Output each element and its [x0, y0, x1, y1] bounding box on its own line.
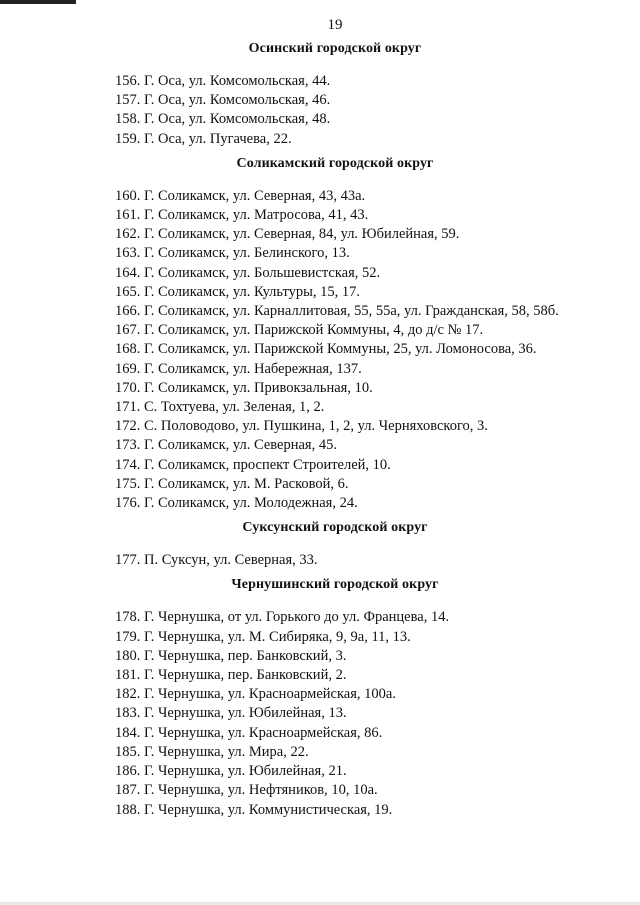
list-item: 179. Г. Чернушка, ул. М. Сибиряка, 9, 9а, 11, 13. [115, 628, 411, 645]
list-item: 172. С. Половодово, ул. Пушкина, 1, 2, ул. Черняховского, 3. [115, 418, 488, 435]
page-number: 19 [327, 17, 343, 33]
list-item: 180. Г. Чернушка, пер. Банковский, 3. [115, 647, 347, 664]
list-item: 186. Г. Чернушка, ул. Юбилейная, 21. [115, 763, 347, 780]
list-item: 161. Г. Соликамск, ул. Матросова, 41, 43. [115, 207, 369, 224]
list-item: 159. Г. Оса, ул. Пугачева, 22. [115, 130, 292, 147]
list-item: 187. Г. Чернушка, ул. Нефтяников, 10, 10а. [115, 782, 378, 799]
list-item: 174. Г. Соликамск, проспект Строителей, 10. [115, 456, 391, 473]
list-item: 163. Г. Соликамск, ул. Белинского, 13. [115, 245, 350, 262]
list-item: 156. Г. Оса, ул. Комсомольская, 44. [115, 73, 331, 89]
section-solikamsk [115, 155, 625, 513]
document-body [115, 40, 625, 826]
list-item: 162. Г. Соликамск, ул. Северная, 84, ул. Юбилейная, 59. [115, 226, 460, 243]
list-item: 170. Г. Соликамск, ул. Привокзальная, 10. [115, 379, 373, 396]
section-chernushka [115, 576, 625, 819]
section-heading: Соликамский городской округ [236, 155, 434, 171]
list-item: 175. Г. Соликамск, ул. М. Расковой, 6. [115, 475, 349, 492]
address-list [115, 551, 625, 570]
list-item: 181. Г. Чернушка, пер. Банковский, 2. [115, 667, 347, 684]
section-osa [115, 40, 625, 149]
section-heading: Суксунский городской округ [242, 520, 428, 536]
list-item: 184. Г. Чернушка, ул. Красноармейская, 86. [115, 724, 383, 741]
list-item: 160. Г. Соликамск, ул. Северная, 43, 43а. [115, 187, 366, 204]
section-suksun [115, 519, 625, 570]
list-item: 164. Г. Соликамск, ул. Большевистская, 52. [115, 264, 381, 281]
address-list [115, 608, 625, 819]
address-list [115, 72, 625, 149]
list-item: 157. Г. Оса, ул. Комсомольская, 46. [115, 92, 331, 109]
list-item: 169. Г. Соликамск, ул. Набережная, 137. [115, 360, 362, 377]
list-item: 177. П. Суксун, ул. Северная, 33. [115, 552, 318, 569]
list-item: 167. Г. Соликамск, ул. Парижской Коммуны, 4, до д/с № 17. [115, 322, 484, 339]
address-list [115, 187, 625, 513]
list-item: 158. Г. Оса, ул. Комсомольская, 48. [115, 111, 331, 128]
list-item: 173. Г. Соликамск, ул. Северная, 45. [115, 437, 337, 454]
list-item: 176. Г. Соликамск, ул. Молодежная, 24. [115, 495, 358, 512]
list-item: 188. Г. Чернушка, ул. Коммунистическая, 19. [115, 801, 393, 818]
list-item: 168. Г. Соликамск, ул. Парижской Коммуны, 25, ул. Ломоносова, 36. [115, 341, 537, 358]
list-item: 183. Г. Чернушка, ул. Юбилейная, 13. [115, 705, 347, 722]
list-item: 178. Г. Чернушка, от ул. Горького до ул. Францева, 14. [115, 609, 450, 626]
section-heading: Чернушинский городской округ [231, 577, 439, 593]
scan-edge-mark [0, 0, 76, 4]
list-item: 185. Г. Чернушка, ул. Мира, 22. [115, 743, 309, 760]
list-item: 182. Г. Чернушка, ул. Красноармейская, 100а. [115, 686, 396, 703]
list-item: 166. Г. Соликамск, ул. Карналлитовая, 55, 55а, ул. Гражданская, 58, 58б. [115, 303, 559, 320]
section-heading: Осинский городской округ [248, 41, 422, 56]
list-item: 165. Г. Соликамск, ул. Культуры, 15, 17. [115, 283, 360, 300]
list-item: 171. С. Тохтуева, ул. Зеленая, 1, 2. [115, 399, 325, 416]
